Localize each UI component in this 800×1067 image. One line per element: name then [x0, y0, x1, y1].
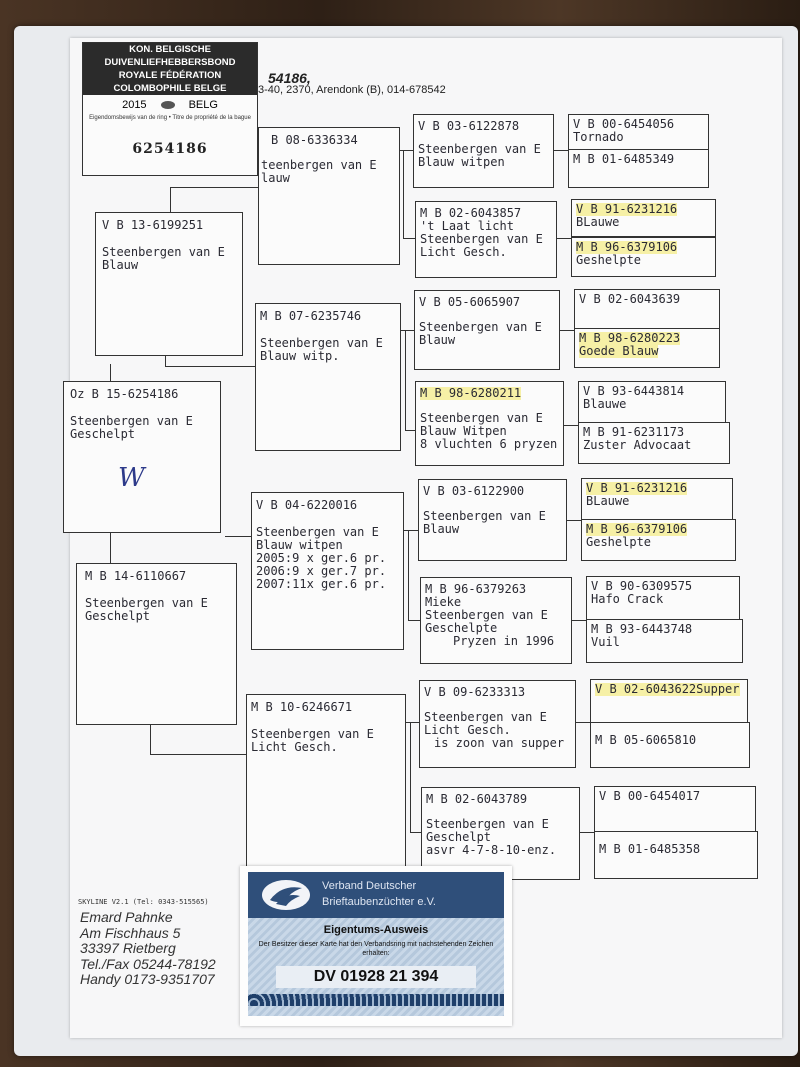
ring-id: M B 10-6246671 — [251, 700, 353, 714]
connector — [405, 722, 419, 723]
g4-dam-4 — [578, 422, 730, 464]
result-2006: 2006:9 x ger.7 pr. — [256, 564, 387, 578]
breeder: Steenbergen van E — [420, 232, 543, 246]
ring-id: M B 98-6280223 — [579, 331, 681, 345]
connector — [408, 530, 409, 620]
connector — [225, 536, 251, 537]
software-credit: SKYLINE V2.1 (Tel: 0343-515565) — [78, 898, 209, 906]
dam — [76, 563, 237, 725]
g4-sire-7 — [590, 679, 748, 723]
name: Blauwe — [583, 397, 627, 411]
breeder: Steenbergen van E — [260, 336, 383, 350]
g4-dam-8 — [594, 831, 758, 879]
connector — [150, 754, 246, 755]
breeder: Steenbergen van E — [251, 727, 374, 741]
connector — [403, 150, 404, 238]
ring-id: V B 91-6231216 — [586, 481, 688, 495]
color: Blauw — [419, 333, 456, 347]
ring-id: Oz B 15-6254186 — [70, 387, 179, 401]
name: Vuil — [591, 635, 620, 649]
ring-id: M B 96-6379106 — [586, 522, 688, 536]
decorative-band — [248, 994, 504, 1006]
ring-id: V B 93-6443814 — [583, 384, 685, 398]
g3-box-6 — [420, 577, 572, 664]
ring-country: BELG — [188, 99, 218, 111]
g4-sire-8 — [594, 786, 756, 832]
ring-id: V B 09-6233313 — [424, 685, 526, 699]
ring-id: V B 02-6043622 — [595, 682, 697, 696]
connector — [554, 150, 568, 151]
breeder: Steenbergen van E — [425, 608, 548, 622]
dam-sire — [251, 492, 404, 650]
name: Supper — [696, 682, 740, 696]
name: Goede Blauw — [579, 344, 659, 358]
g3-box-1 — [413, 114, 554, 188]
org-name-fr: ROYALE FÉDÉRATION COLOMBOPHILE BELGE — [83, 69, 257, 95]
breeder: Steenbergen van E — [70, 414, 193, 428]
color: Blauw — [423, 522, 460, 536]
ring-id: V B 00-6454056 — [573, 117, 675, 131]
breeder: Steenbergen van E — [423, 509, 546, 523]
color: Blauw Witpen — [420, 424, 507, 438]
ring-year-row — [83, 99, 257, 111]
color: Licht Gesch. — [420, 245, 507, 259]
note: is zoon van supper — [434, 736, 565, 750]
g3-box-3 — [414, 290, 560, 370]
connector — [560, 330, 574, 331]
stamp-line: Am Fischhaus 5 — [80, 924, 181, 941]
g3-box-7 — [419, 680, 576, 768]
owner-address: 3-40, 2370, Arendonk (B), 014-678542 — [258, 84, 446, 96]
connector — [403, 238, 415, 239]
ring-id: V B 91-6231216 — [576, 202, 678, 216]
ring-id: V B 13-6199251 — [102, 218, 204, 232]
org-name-nl: KON. BELGISCHE DUIVENLIEFHEBBERSBOND — [83, 43, 257, 69]
dam-dam — [246, 694, 406, 870]
results: 8 vluchten 6 pryzen — [420, 437, 558, 451]
ring-id: V B 03-6122878 — [418, 119, 520, 133]
g4-sire-2 — [571, 199, 716, 237]
ring-id: M B 02-6043789 — [426, 792, 528, 806]
connector — [404, 530, 418, 531]
name: BLauwe — [586, 494, 630, 508]
card-header — [248, 872, 504, 918]
connector — [405, 330, 406, 430]
name: BLauwe — [576, 215, 620, 229]
connector — [165, 366, 255, 367]
color: Geschelpt — [426, 830, 492, 844]
stamp-line: Handy 0173-9351707 — [80, 971, 215, 987]
name: Zuster Advocaat — [583, 438, 692, 452]
g4-dam-3 — [574, 328, 720, 368]
owner-stamp — [80, 910, 216, 988]
ring-id: V B 03-6122900 — [423, 484, 525, 498]
color: Blauw witpen — [418, 155, 505, 169]
stamp-line: Tel./Fax 05244-78192 — [80, 955, 216, 972]
name: Mieke — [425, 595, 462, 609]
color: Licht Gesch. — [251, 740, 338, 754]
g3-box-4 — [415, 381, 564, 466]
breeder: Steenbergen van E — [102, 245, 225, 259]
connector — [557, 238, 571, 239]
connector — [564, 425, 578, 426]
ring-id: V B 90-6309575 — [591, 579, 693, 593]
result-2007: 2007:11x ger.6 pr. — [256, 577, 387, 591]
pigeon-logo-icon — [260, 878, 312, 912]
ring-id: M B 98-6280211 — [420, 386, 522, 400]
card-text: Der Besitzer dieser Karte hat den Verbandsring mit nachstehenden Zeichen erhalten: — [258, 941, 494, 957]
g4-dam-1 — [568, 149, 709, 188]
g3-box-5 — [418, 479, 567, 561]
ring-id: M B 93-6443748 — [591, 622, 693, 636]
breeder: Steenbergen van E — [418, 142, 541, 156]
pigeon-logo-icon — [161, 101, 175, 109]
name: Hafo Crack — [591, 592, 664, 606]
g4-dam-7 — [590, 722, 750, 768]
ring-id: M B 96-6379106 — [576, 240, 678, 254]
color: lauw — [261, 171, 290, 185]
results: Pryzen in 1996 — [453, 634, 555, 648]
card-ring-number: DV 01928 21 394 — [276, 966, 476, 988]
sire — [95, 212, 243, 356]
connector — [410, 722, 411, 832]
g4-dam-2 — [571, 237, 716, 277]
results: asvr 4-7-8-10-enz. — [426, 843, 557, 857]
color: Blauw — [102, 258, 139, 272]
card-body — [248, 918, 504, 1016]
stamp-line: Emard Pahnke — [80, 909, 173, 925]
color: Licht Gesch. — [424, 723, 511, 737]
color: Geschelpte — [425, 621, 498, 635]
breeder: Steenbergen van E — [419, 320, 542, 334]
subject-pigeon — [63, 381, 221, 533]
color: Geschelpt — [70, 427, 136, 441]
stamp-line: 33397 Rietberg — [80, 940, 176, 956]
g4-sire-4 — [578, 381, 726, 423]
g4-dam-5 — [581, 519, 736, 561]
ring-id: M B 02-6043857 — [420, 206, 522, 220]
ring-year: 2015 — [122, 99, 147, 111]
ring-id: M B 01-6485358 — [599, 842, 701, 856]
connector — [576, 722, 590, 723]
ring-id: B 08-6336334 — [271, 133, 358, 147]
name: Geshelpte — [576, 253, 642, 267]
name: Geshelpte — [586, 535, 652, 549]
connector — [572, 620, 586, 621]
breeder: Steenbergen van E — [424, 710, 547, 724]
ring-id: M B 14-6110667 — [85, 569, 187, 583]
card-title: Eigentums-Ausweis — [323, 924, 429, 936]
name: 't Laat licht — [420, 219, 514, 233]
connector — [110, 364, 111, 382]
ring-id: V B 00-6454017 — [599, 789, 701, 803]
card-org-line1: Verband Deutscher — [322, 880, 417, 892]
ring-id: M B 01-6485349 — [573, 152, 675, 166]
g4-sire-1 — [568, 114, 709, 150]
ownership-card — [240, 866, 512, 1026]
ring-id: M B 91-6231173 — [583, 425, 685, 439]
connector — [170, 187, 258, 188]
connector — [150, 725, 151, 755]
g4-dam-6 — [586, 619, 743, 663]
breeder: Steenbergen van E — [426, 817, 549, 831]
owner-ring-suffix: 54186, — [268, 70, 311, 86]
connector — [110, 533, 111, 563]
breeder: Steenbergen van E — [256, 525, 379, 539]
connector — [400, 330, 414, 331]
ring-id: V B 04-6220016 — [256, 498, 358, 512]
ring-id: M B 05-6065810 — [595, 733, 697, 747]
ring-caption: Eigendomsbewijs van de ring • Titre de propriété de la bague — [89, 115, 251, 121]
ring-id: V B 02-6043639 — [579, 292, 681, 306]
g4-sire-5 — [581, 478, 733, 520]
g4-sire-3 — [574, 289, 720, 329]
card-org-line2: Brieftaubenzüchter e.V. — [322, 896, 436, 908]
breeder: Steenbergen van E — [420, 411, 543, 425]
breeder: teenbergen van E — [261, 158, 377, 172]
color: Blauw witpen — [256, 538, 343, 552]
breeder: Steenbergen van E — [85, 596, 208, 610]
result-2005: 2005:9 x ger.6 pr. — [256, 551, 387, 565]
color: Geschelpt — [85, 609, 151, 623]
connector — [170, 187, 171, 213]
sire-dam — [255, 303, 401, 451]
g4-sire-6 — [586, 576, 740, 620]
name: Tornado — [573, 130, 624, 144]
handwritten-sign: W — [118, 463, 145, 493]
g3-box-2 — [415, 201, 557, 278]
connector — [580, 832, 594, 833]
sire-sire — [258, 127, 400, 265]
ring-id: M B 07-6235746 — [260, 309, 362, 323]
color: Blauw witp. — [260, 349, 340, 363]
connector — [567, 520, 581, 521]
ring-certificate — [82, 42, 258, 176]
connector — [408, 620, 420, 621]
ring-number: 6254186 — [132, 141, 208, 157]
ring-id: V B 05-6065907 — [419, 295, 521, 309]
ring-id: M B 96-6379263 — [425, 582, 527, 596]
